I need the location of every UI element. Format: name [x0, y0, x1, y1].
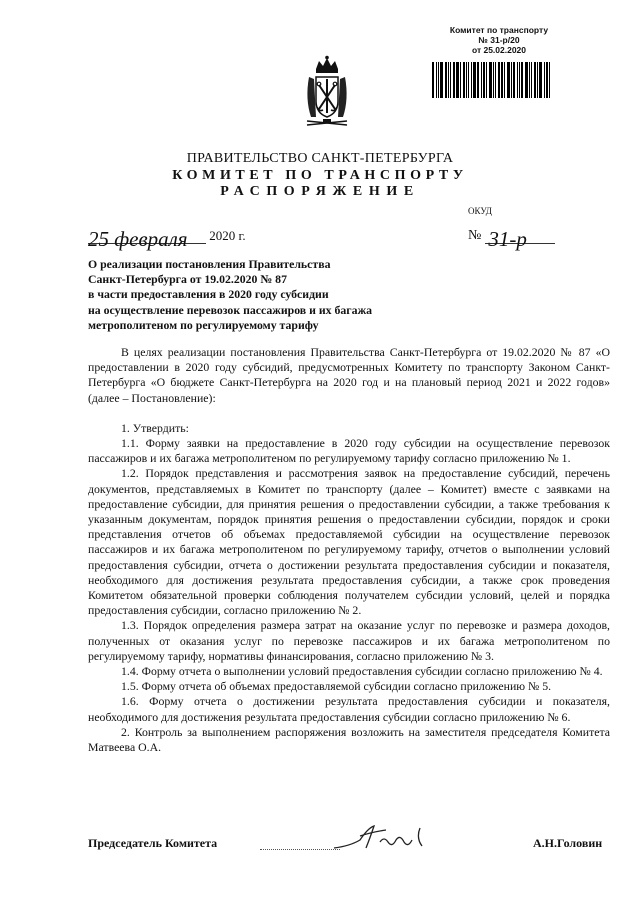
number-field: [485, 227, 555, 251]
barcode-bar: [473, 62, 476, 98]
barcode-bar: [534, 62, 536, 98]
document-type: РАСПОРЯЖЕНИЕ: [220, 184, 420, 199]
item-1-5: 1.5. Форму отчета об объемах предоставляемой субсидии согласно приложению № 5.: [121, 679, 552, 694]
preamble-paragraph: В целях реализации постановления Правительства Санкт-Петербурга от 19.02.2020 № 87 «О предоставлении в 2020 году субсидий, предусмотренных Комитету по транспорту Законом Санкт-Петербурга «О бюджете Санкт-Петербурга на 2020 год и на плановый период 2021 и 2022 годов» (далее – Постановление):: [88, 345, 610, 405]
barcode-bar: [549, 62, 550, 98]
barcode-bar: [450, 62, 451, 98]
handwritten-date: 25 февраля: [88, 227, 188, 251]
registration-stamp: [437, 25, 561, 55]
barcode-bar: [529, 62, 530, 98]
item-1-6: 1.6. Форму отчета о достижении результата предоставления субсидии и показателя, необходимого для достижения результата предоставления субсидии согласно приложению № 6.: [88, 694, 610, 724]
document-date: [88, 227, 246, 251]
signatory-title: Председатель Комитета: [88, 836, 218, 850]
barcode-bar: [481, 62, 482, 98]
barcode-bar: [504, 62, 505, 98]
document-subject: [88, 257, 388, 333]
barcode-bar: [519, 62, 520, 98]
barcode-bar: [463, 62, 465, 98]
barcode-bar: [489, 62, 492, 98]
subject-line: на осуществление перевозок пассажиров и их багажа: [88, 302, 373, 317]
barcode-bar: [544, 62, 545, 98]
barcode-bar: [501, 62, 503, 98]
barcode-bar: [468, 62, 469, 98]
document-body: [88, 345, 610, 755]
barcode-bar: [511, 62, 512, 98]
document-number: [468, 227, 555, 251]
handwritten-number: 31-р: [488, 227, 527, 251]
stamp-date: от 25.02.2020: [471, 45, 527, 55]
barcode-bar: [432, 62, 434, 98]
barcode-bar: [466, 62, 467, 98]
barcode-bar: [507, 62, 510, 98]
date-year: 2020 г.: [209, 228, 246, 243]
item-1-2: 1.2. Порядок представления и рассмотрения заявок на предоставление субсидий, перечень документов, представляемых в Комитет по транспорту (далее – Комитет) вместе с заявками на предоставление субсидии, для принятия решения о предоставлении субсидии, а также требования к указанным документам, порядок принятия решения о предоставлении субсидии, порядок и сроки представления отчетов об объемах предоставляемой субсидии на осуществление перевозок пассажиров и их багажа метрополитеном по регулируемому тарифу, отчетов о выполнении условий предоставления субсидии, отчета о достижении результата предоставления субсидии и показателя, необходимого для достижения результата предоставления субсидии, а также срок проведения Комитетом обязательной проверки соблюдения получателем субсидии условий, целей и порядка предоставления субсидии, согласно приложению № 2.: [88, 466, 610, 618]
subject-line: метрополитеном по регулируемому тарифу: [88, 317, 319, 332]
barcode-bar: [546, 62, 548, 98]
barcode-bar: [453, 62, 455, 98]
barcode-bar: [438, 62, 439, 98]
item-2: 2. Контроль за выполнением распоряжения возложить на заместителя председателя Комитета Матвеева О.А.: [88, 724, 610, 755]
barcode-bar: [483, 62, 485, 98]
government-title: ПРАВИТЕЛЬСТВО САНКТ-ПЕТЕРБУРГА: [186, 151, 454, 166]
item-1-1: 1.1. Форму заявки на предоставление в 2020 году субсидии на осуществление перевозок пассажиров и их багажа метрополитеном по регулируемому тарифу согласно приложению № 1.: [88, 436, 610, 466]
barcode-bar: [521, 62, 523, 98]
date-field: [88, 227, 206, 251]
signatory-name: А.Н.Головин: [533, 836, 603, 850]
barcode-bar: [525, 62, 528, 98]
barcode-bar: [517, 62, 518, 98]
barcode-bar: [477, 62, 479, 98]
barcode-bar: [531, 62, 532, 98]
barcode-bar: [539, 62, 542, 98]
barcode-bar: [445, 62, 447, 98]
barcode-bar: [486, 62, 487, 98]
subject-line: Санкт-Петербурга от 19.02.2020 № 87: [88, 272, 287, 287]
signature-line: [260, 849, 340, 850]
stamp-number: № 31-р/20: [478, 35, 520, 45]
number-sign: №: [468, 228, 482, 243]
barcode-bar: [448, 62, 449, 98]
barcode-bar: [498, 62, 500, 98]
okud-label: ОКУД: [468, 206, 492, 216]
approve-paragraph: 1. Утвердить:: [121, 420, 189, 435]
barcode-bar: [471, 62, 472, 98]
barcode: [432, 62, 552, 98]
subject-line: О реализации постановления Правительства: [88, 257, 331, 271]
barcode-bar: [436, 62, 437, 98]
barcode-bar: [460, 62, 461, 98]
subject-line: в части предоставления в 2020 году субсидии: [88, 287, 329, 302]
item-1-3: 1.3. Порядок определения размера затрат на оказание услуг по перевозке и размера доходов, полученных от оказания услуг по перевозке пассажиров и их багажа метрополитеном по регулируемому тарифу, нормативы финансирования, согласно приложению № 3.: [88, 618, 610, 663]
barcode-bar: [537, 62, 538, 98]
barcode-bar: [440, 62, 443, 98]
item-1-4: 1.4. Форму отчета о выполнении условий предоставления субсидии согласно приложению № 4.: [121, 664, 603, 679]
handwritten-signature: [330, 818, 440, 858]
barcode-bar: [493, 62, 494, 98]
committee-title: КОМИТЕТ ПО ТРАНСПОРТУ: [172, 168, 468, 183]
coat-of-arms-icon: [303, 55, 351, 131]
barcode-bar: [456, 62, 459, 98]
stamp-committee: Комитет по транспорту: [449, 25, 549, 35]
barcode-bar: [495, 62, 496, 98]
barcode-bar: [513, 62, 515, 98]
